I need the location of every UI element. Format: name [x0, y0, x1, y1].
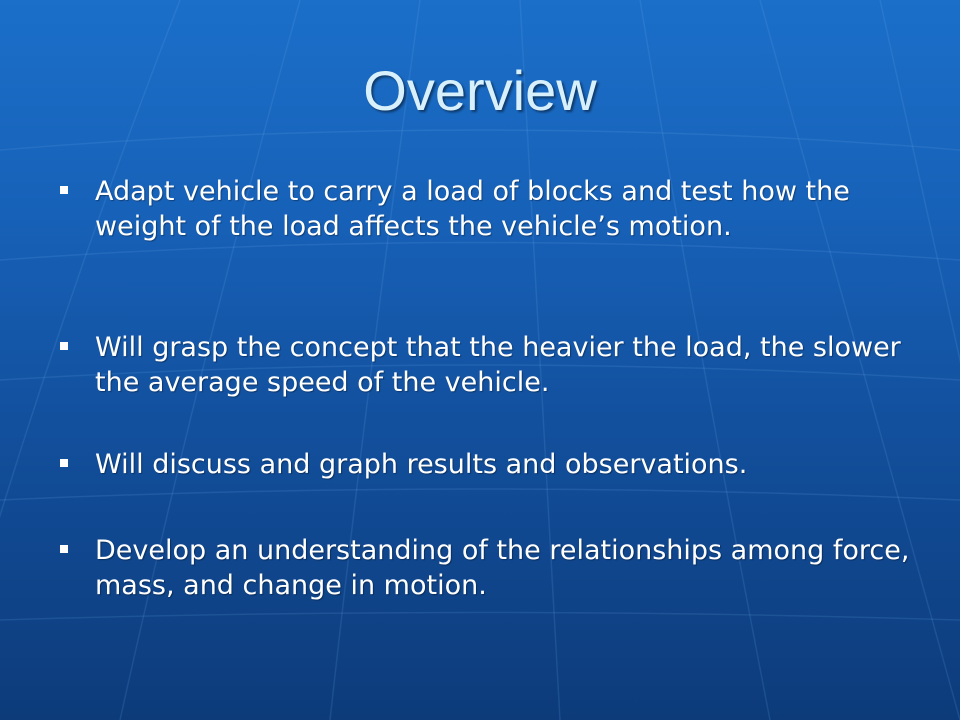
- bullet-text-3: Will discuss and graph results and observations.: [95, 449, 748, 480]
- square-bullet-icon: [60, 459, 68, 467]
- bullet-text-2: Will grasp the concept that the heavier the load, the slower the average speed of the vehicle.: [95, 332, 901, 398]
- bullet-text-4: Develop an understanding of the relationships among force, mass, and change in motion.: [95, 535, 910, 601]
- bullet-text-1: Adapt vehicle to carry a load of blocks and test how the weight of the load affects the vehicle’s motion.: [95, 176, 850, 242]
- slide-title: Overview: [363, 59, 597, 122]
- square-bullet-icon: [60, 342, 68, 350]
- square-bullet-icon: [60, 186, 68, 194]
- square-bullet-icon: [60, 545, 68, 553]
